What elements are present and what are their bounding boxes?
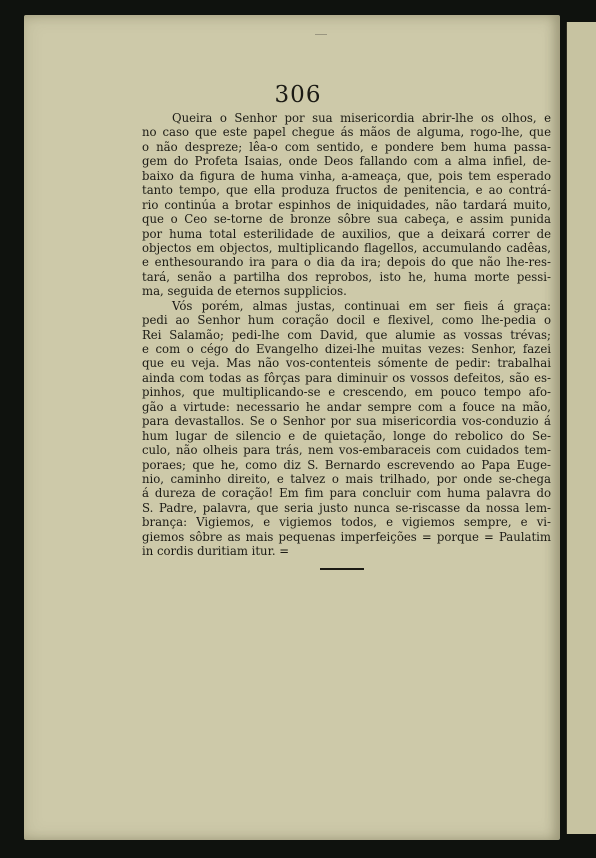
text-line: por huma total esterilidade de auxilios, que a deixará correr de (142, 226, 551, 241)
text-line: Vós porém, almas justas, continuai em ser fieis á graça: (172, 298, 551, 313)
text-line: pinhos, que multiplicando-se e crescendo, em pouco tempo afo- (142, 385, 551, 400)
text-line: culo, não olheis para trás, nem vos-embaraceis com cuidados tem- (142, 443, 551, 458)
text-line: brança: Vigiemos, e vigiemos todos, e vigiemos sempre, e vi- (142, 515, 551, 530)
page-number: 306 (274, 82, 322, 108)
text-line: nio, caminho direito, e talvez o mais trilhado, por onde se-chega (142, 471, 551, 486)
text-line: ainda com todas as fôrças para diminuir os vossos defeitos, são es- (142, 370, 551, 385)
text-line: hum lugar de silencio e de quietação, longe do rebolico do Se- (142, 428, 551, 443)
paragraph-1 (142, 111, 551, 299)
text-line: S. Padre, palavra, que seria justo nunca se-riscasse da nossa lem- (142, 500, 551, 515)
text-line: e com o cégo do Evangelho dizei-lhe muitas vezes: Senhor, fazei (142, 342, 551, 356)
text-line: que o Ceo se-torne de bronze sôbre sua cabeça, e assim punida (142, 212, 551, 227)
text-line: gão a virtude: necessario he andar sempre com a fouce na mão, (142, 399, 551, 414)
text-line: á dureza de coração! Em fim para concluir com huma palavra do (142, 486, 551, 501)
text-line: tanto tempo, que ella produza fructos de penitencia, e ao contrá- (142, 183, 551, 198)
text-line: pedi ao Senhor hum coração docil e flexivel, como lhe-pedia o (142, 313, 551, 328)
text-line: Rei Salamão; pedi-lhe com David, que alumie as vossas trévas; (142, 327, 551, 342)
paragraph-2 (142, 299, 551, 559)
text-line: poraes; que he, como diz S. Bernardo escrevendo ao Papa Euge- (142, 457, 551, 472)
text-line: in cordis duritiam itur. = (142, 544, 290, 559)
body-text (142, 111, 551, 559)
text-line: objectos em objectos, multiplicando flagellos, accumulando cadêas, (142, 240, 551, 255)
text-line: tará, senão a partilha dos reprobos, isto he, huma morte pessi- (142, 269, 551, 284)
text-line: no caso que este papel chegue ás mãos de alguma, rogo-lhe, que (142, 125, 551, 140)
facing-page-edge (566, 22, 596, 834)
text-line: ma, seguida de eternos supplicios. (142, 284, 347, 299)
text-line: gem do Profeta Isaias, onde Deos fallando com a alma infiel, de- (142, 154, 551, 169)
text-line: o não despreze; lêa-o com sentido, e pondere bem huma passa- (142, 139, 551, 154)
section-divider (320, 568, 364, 570)
text-line: giemos sôbre as mais pequenas imperfeições = porque = Paulatim (142, 529, 551, 544)
text-line: para devastallos. Se o Senhor por sua misericordia vos-conduzio á (142, 414, 551, 429)
text-line: Queira o Senhor por sua misericordia abrir-lhe os olhos, e (172, 111, 551, 125)
text-line: baixo da figura de huma vinha, a-ameaça, que, pois tem esperado (142, 168, 551, 183)
printer-mark (315, 34, 327, 35)
text-line: que eu veja. Mas não vos-contenteis sómente de pedir: trabalhai (142, 356, 551, 371)
text-line: e enthesourando ira para o dia da ira; depois do que não lhe-res- (142, 255, 551, 270)
text-line: rio continúa a brotar espinhos de iniquidades, não tardará muito, (142, 197, 551, 212)
